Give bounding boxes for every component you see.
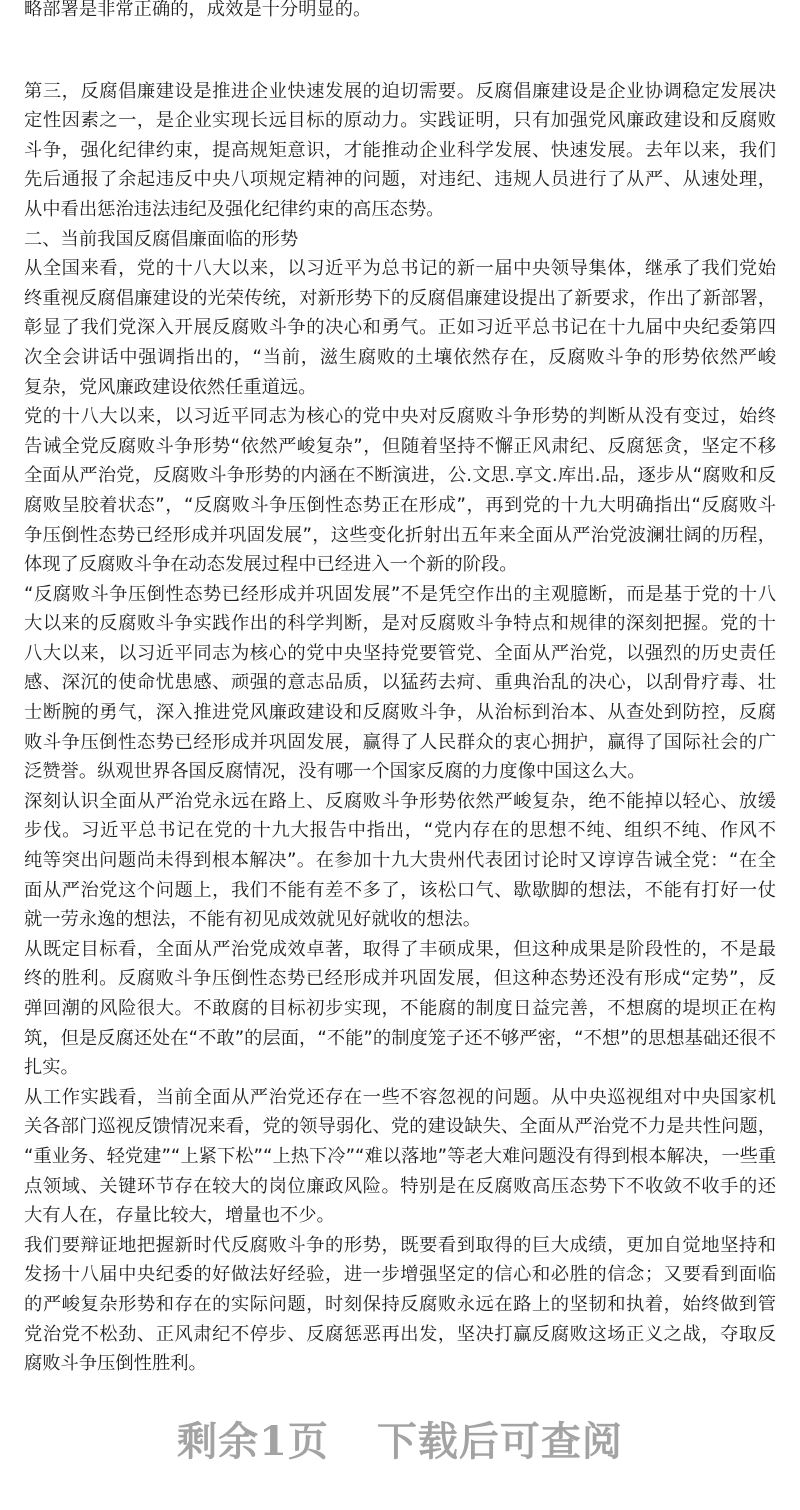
download-prompt[interactable] [0,1410,800,1467]
text-line: 从全国来看，党的十八大以来，以习近平为总书记的新一届中央领导集体，继承了我们党始 [24,258,776,280]
text-line: “反腐败斗争压倒性态势已经形成并巩固发展”不是凭空作出的主观臆断，而是基于党的十八 [24,583,776,605]
text-line: 深刻认识全面从严治党永远在路上、反腐败斗争形势依然严峻复杂，绝不能掉以轻心、放缓 [24,790,776,812]
text-line: 纯等突出问题尚未得到根本解决”。在参加十九大贵州代表团讨论时又谆谆告诫全党：“在全 [24,850,776,872]
text-line: 发扬十八届中央纪委的好做法好经验，进一步增强坚定的信心和必胜的信念；又要看到面临 [24,1264,776,1286]
text-line: 弹回潮的风险很大。不敢腐的目标初步实现，不能腐的制度日益完善，不想腐的堤坝正在构 [24,998,776,1019]
text-line: 我们要辩证地把握新时代反腐败斗争的形势，既要看到取得的巨大成绩，更加自觉地坚持和 [24,1234,776,1256]
remaining-pages-label: 剩余1页 [177,1418,329,1465]
text-line: 从中看出惩治违法违纪及强化纪律约束的高压态势。 [24,198,445,220]
text-line: 就一劳永逸的想法，不能有初见成效就见好就收的想法。 [24,909,482,931]
text-line: 党的十八大以来，以习近平同志为核心的党中央对反腐败斗争形势的判断从没有变过，始终 [24,406,776,428]
paragraph [24,580,776,787]
paragraph [24,77,776,225]
paragraph [24,1083,776,1231]
paragraph [24,0,776,25]
text-line: 从工作实践看，当前全面从严治党还存在一些不容忽视的问题。从中央巡视组对中央国家机 [24,1086,776,1108]
text-line: 党治党不松劲、正风肃纪不停步、反腐惩恶再出发，坚决打赢反腐败这场正义之战，夺取反 [24,1323,776,1345]
text-line: “重业务、轻党建”“上紧下松”“上热下冷”“难以落地”等老大难问题没有得到根本解决，一些重 [24,1145,776,1167]
text-line: 泛赞誉。纵观世界各国反腐情况，没有哪一个国家反腐的力度像中国这么大。 [24,761,646,783]
paragraph [24,254,776,402]
text-line: 大以来的反腐败斗争实践作出的科学判断，是对反腐败斗争特点和规律的深刻把握。党的十 [24,613,776,635]
text-line: 略部署是非常正确的，成效是十分明显的。 [24,0,372,20]
text-line: 感、深沉的使命忧患感、顽强的意志品质，以猛药去疴、重典治乱的决心，以刮骨疗毒、壮 [24,672,776,694]
text-line: 定性因素之一，是企业实现长远目标的原动力。实践证明，只有加强党风廉政建设和反腐败 [24,110,776,132]
blank-space [24,25,776,77]
document-body [24,0,776,1379]
text-line: 的严峻复杂形势和存在的实际问题，时刻保持反腐败永远在路上的坚韧和执着，始终做到管 [24,1293,776,1315]
text-line: 点领域、关键环节存在较大的岗位廉政风险。特别是在反腐败高压态势下不收敛不收手的还 [24,1175,776,1197]
text-line: 八大以来，以习近平同志为核心的党中央坚持党要管党、全面从严治党，以强烈的历史责任 [24,642,776,664]
paragraph [24,402,776,580]
text-line: 第三，反腐倡廉建设是推进企业快速发展的迫切需要。反腐倡廉建设是企业协调稳定发展决 [24,80,776,102]
text-line: 筑，但是反腐还处在“不敢”的层面，“不能”的制度笼子还不够严密，“不想”的思想基础还很不 [24,1027,776,1049]
text-line: 腐败呈胶着状态”，“反腐败斗争压倒性态势正在形成”，再到党的十九大明确指出“反腐败斗 [24,494,776,516]
text-line: 从既定目标看，全面从严治党成效卓著，取得了丰硕成果，但这种成果是阶段性的，不是最 [24,938,776,960]
text-line: 扎实。 [24,1057,79,1079]
text-line: 败斗争压倒性态势已经形成并巩固发展，赢得了人民群众的衷心拥护，赢得了国际社会的广 [24,731,776,753]
text-line: 面从严治党这个问题上，我们不能有差不多了，该松口气、歇歇脚的想法，不能有打好一仗 [24,879,776,901]
text-line: 步伐。习近平总书记在党的十九大报告中指出，“党内存在的思想不纯、组织不纯、作风不 [24,820,776,842]
text-line: 关各部门巡视反馈情况来看，党的领导弱化、党的建设缺失、全面从严治党不力是共性问题， [24,1116,776,1138]
text-line: 告诫全党反腐败斗争形势“依然严峻复杂”，但随着坚持不懈正风肃纪、反腐惩贪，坚定不移 [24,435,776,457]
text-line: 大有人在，存量比较大，增量也不少。 [24,1205,335,1227]
text-line: 争压倒性态势已经形成并巩固发展”，这些变化折射出五年来全面从严治党波澜壮阔的历程， [24,524,776,546]
text-line: 士断腕的勇气，深入推进党风廉政建设和反腐败斗争，从治标到治本、从查处到防控，反腐 [24,702,776,724]
text-line: 复杂，党风廉政建设依然任重道远。 [24,376,317,398]
text-line: 二、当前我国反腐倡廉面临的形势 [24,228,299,250]
download-to-view-label[interactable]: 下载后可查阅 [376,1418,623,1465]
text-line: 体现了反腐败斗争在动态发展过程中已经进入一个新的阶段。 [24,554,518,576]
paragraph [24,1231,776,1379]
text-line: 先后通报了余起违反中央八项规定精神的问题，对违纪、违规人员进行了从严、从速处理， [24,169,776,191]
section-heading [24,225,776,255]
text-line: 斗争，强化纪律约束，提高规矩意识，才能推动企业科学发展、快速发展。去年以来，我们 [24,139,776,161]
text-line: 彰显了我们党深入开展反腐败斗争的决心和勇气。正如习近平总书记在十九届中央纪委第四 [24,317,776,339]
text-line: 次全会讲话中强调指出的，“当前，滋生腐败的土壤依然存在，反腐败斗争的形势依然严峻 [24,346,776,368]
text-line: 全面从严治党，反腐败斗争形势的内涵在不断演进，公.文思.享文.库出.品，逐步从“腐败和反 [24,465,776,487]
text-line: 终重视反腐倡廉建设的光荣传统，对新形势下的反腐倡廉建设提出了新要求，作出了新部署， [24,287,776,309]
paragraph [24,935,776,1083]
text-line: 终的胜利。反腐败斗争压倒性态势已经形成并巩固发展，但这种态势还没有形成“定势”，反 [24,968,776,990]
paragraph [24,787,776,935]
text-line: 腐败斗争压倒性胜利。 [24,1353,207,1375]
